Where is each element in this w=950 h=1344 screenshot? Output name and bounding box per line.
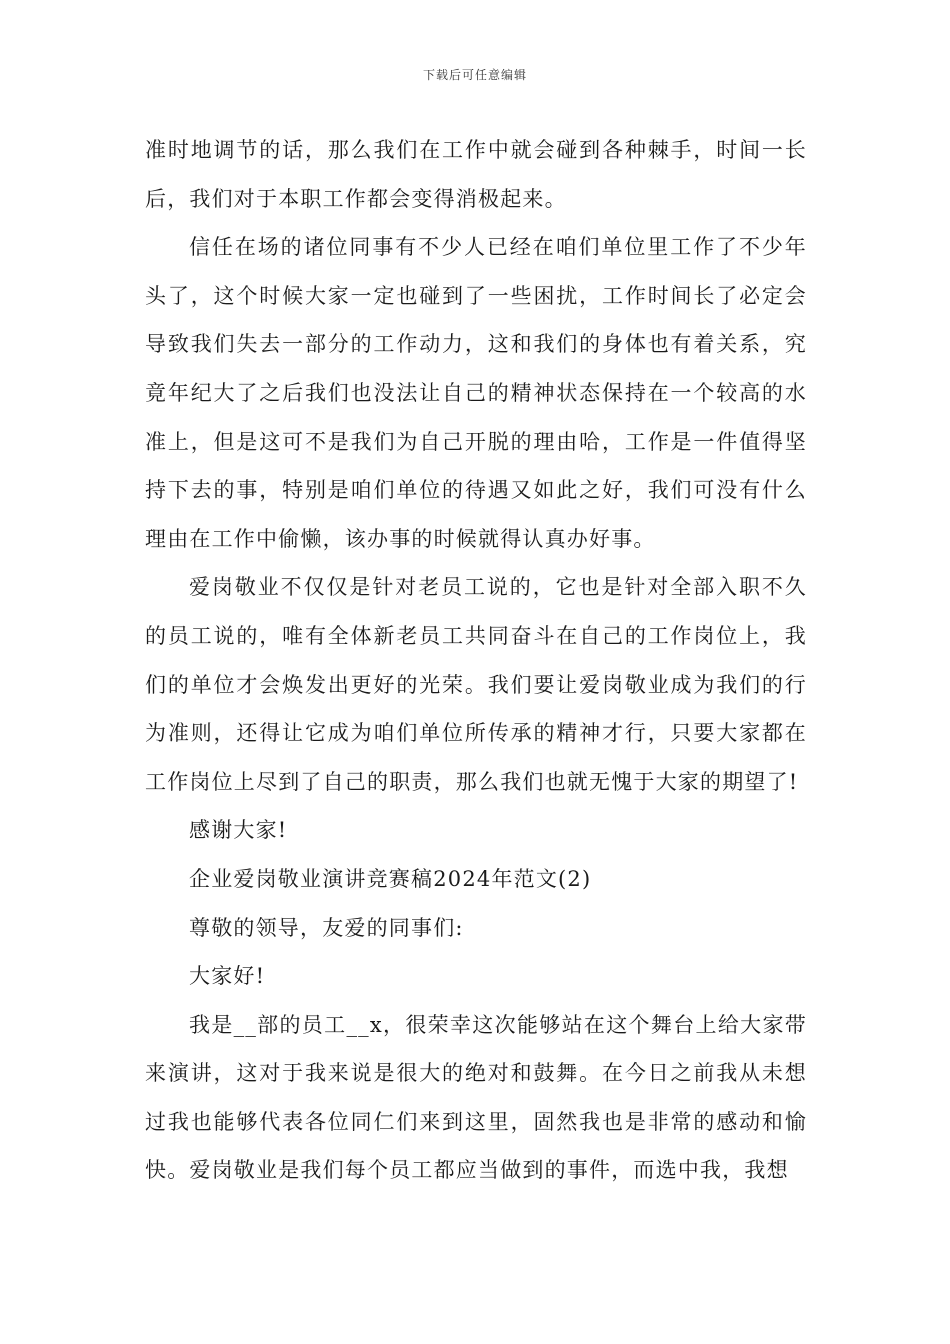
paragraph-thanks: 感谢大家!: [189, 818, 288, 843]
greeting: 大家好!: [189, 964, 266, 989]
paragraph-introduction: 我是__部的员工__x，很荣幸这次能够站在这个舞台上给大家带来演讲，这对于我来说是很大的绝对和鼓舞。在今日之前我从未想过我也能够代表各位同仁们来到这里，固然我也是非常的感动和愉快。爱岗敬业是我们每个员工都应当做到的事件，而选中我，我想: [145, 1012, 807, 1183]
paragraph-continuation: 准时地调节的话，那么我们在工作中就会碰到各种棘手，时间一长后，我们对于本职工作都会变得消极起来。: [145, 138, 807, 211]
paragraph-work-motivation: 信任在场的诸位同事有不少人已经在咱们单位里工作了不少年头了，这个时候大家一定也碰到了一些困扰，工作时间长了必定会导致我们失去一部分的工作动力，这和我们的身体也有着关系，究竟年纪大了之后我们也没法让自己的精神状态保持在一个较高的水准上，但是这可不是我们为自己开脱的理由哈，工作是一件值得坚持下去的事，特别是咱们单位的待遇又如此之好，我们可没有什么理由在工作中偷懒，该办事的时候就得认真办好事。: [145, 235, 807, 551]
paragraph-dedication: 爱岗敬业不仅仅是针对老员工说的，它也是针对全部入职不久的员工说的，唯有全体新老员工共同奋斗在自己的工作岗位上，我们的单位才会焕发出更好的光荣。我们要让爱岗敬业成为我们的行为准则，还得让它成为咱们单位所传承的精神才行，只要大家都在工作岗位上尽到了自己的职责，那么我们也就无愧于大家的期望了!: [145, 575, 807, 794]
salutation: 尊敬的领导，友爱的同事们:: [189, 915, 464, 940]
section-title: 企业爱岗敬业演讲竞赛稿2024年范文(2): [189, 866, 592, 891]
page-header-note: 下载后可任意编辑: [422, 68, 527, 82]
document-body: [145, 126, 807, 1195]
